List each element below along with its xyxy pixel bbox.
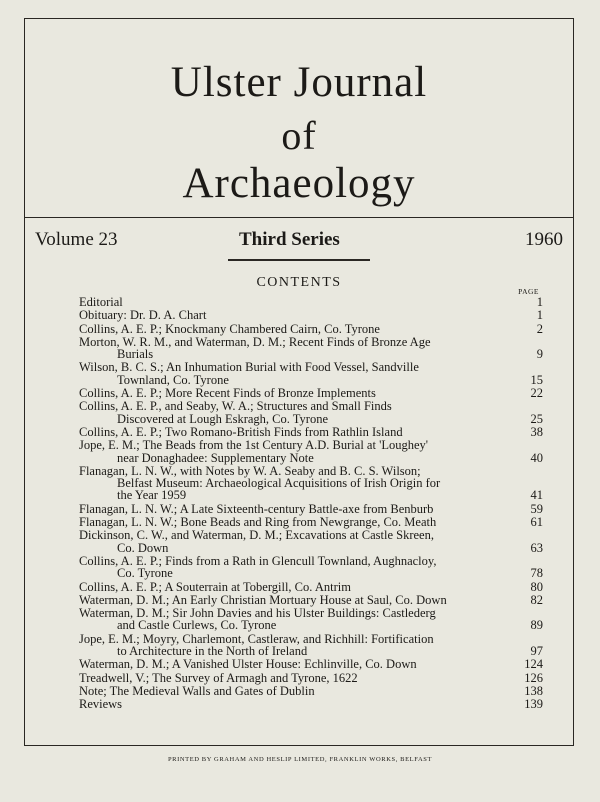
toc-entry-continuation: the Year 1959	[117, 488, 187, 503]
toc-entry-page: 1	[536, 308, 543, 323]
journal-title-line-2: of	[281, 113, 317, 158]
toc-entry-page: 61	[530, 515, 543, 530]
toc-entry-title: Waterman, D. M.; An Early Christian Mortuary House at Saul, Co. Down	[79, 592, 447, 607]
toc-entry-page: 124	[524, 657, 543, 672]
toc-entry-page: 41	[530, 488, 543, 503]
toc-entry-title: Jope, E. M.; Moyry, Charlemont, Castleraw, and Richhill: Fortification	[79, 631, 434, 646]
volume-label: Volume 23	[35, 229, 118, 250]
toc-entry-title: Flanagan, L. N. W.; A Late Sixteenth-century Battle-axe from Benburb	[79, 501, 434, 516]
toc-entry-page: 126	[524, 670, 543, 685]
toc-entry-continuation: Co. Down	[117, 540, 169, 555]
toc-entry-title: Collins, A. E. P.; Finds from a Rath in Glencull Townland, Aughnacloy,	[79, 553, 437, 568]
toc-entry	[79, 698, 543, 710]
toc-entry	[79, 387, 543, 399]
journal-title-line-1: Ulster Journal	[170, 59, 428, 106]
toc-entry-title: Collins, A. E. P., and Seaby, W. A.; Structures and Small Finds	[79, 399, 392, 414]
toc-entry-title: Collins, A. E. P.; Knockmany Chambered Cairn, Co. Tyrone	[79, 321, 380, 336]
table-of-contents	[79, 296, 543, 712]
toc-entry	[79, 581, 543, 593]
year-label: 1960	[525, 229, 563, 250]
toc-entry-page: 59	[530, 501, 543, 516]
toc-entry-title: Flanagan, L. N. W.; Bone Beads and Ring from Newgrange, Co. Meath	[79, 515, 437, 530]
toc-entry-page: 139	[524, 697, 543, 712]
toc-entry-continuation: Townland, Co. Tyrone	[117, 372, 229, 387]
toc-entry-page: 22	[530, 386, 543, 401]
toc-entry	[79, 439, 543, 464]
toc-entry-title: Note; The Medieval Walls and Gates of Dublin	[79, 683, 315, 698]
toc-entry-page: 1	[536, 295, 543, 309]
toc-entry-page: 25	[530, 411, 543, 426]
toc-entry	[79, 426, 543, 438]
toc-entry	[79, 594, 543, 606]
toc-entry	[79, 465, 543, 502]
toc-entry	[79, 607, 543, 632]
toc-entry	[79, 633, 543, 658]
page-column-heading: PAGE	[518, 287, 539, 296]
toc-entry	[79, 503, 543, 515]
toc-entry-title: Waterman, D. M.; A Vanished Ulster House: Echlinville, Co. Down	[79, 657, 417, 672]
toc-entry-continuation: to Architecture in the North of Ireland	[117, 644, 308, 659]
toc-entry	[79, 296, 543, 308]
contents-heading: CONTENTS	[256, 275, 342, 290]
toc-entry-title: Treadwell, V.; The Survey of Armagh and Tyrone, 1622	[79, 670, 358, 685]
toc-entry-page: 82	[530, 592, 543, 607]
toc-entry-title: Waterman, D. M.; Sir John Davies and his Ulster Buildings: Castlederg	[79, 606, 436, 621]
toc-entry-title: Collins, A. E. P.; More Recent Finds of Bronze Implements	[79, 386, 376, 401]
toc-entry-continuation: Co. Tyrone	[117, 566, 173, 581]
toc-entry-continuation: Burials	[117, 347, 154, 362]
toc-entry-page: 15	[530, 372, 543, 387]
printer-footer: PRINTED BY GRAHAM AND HESLIP LIMITED, FRANKLIN WORKS, BELFAST	[167, 756, 433, 763]
series-underline	[228, 259, 370, 261]
toc-entry	[79, 361, 543, 386]
toc-entry-page: 78	[530, 566, 543, 581]
toc-entry-continuation: Belfast Museum: Archaeological Acquisitions of Irish Origin for	[117, 476, 441, 491]
toc-entry-title: Collins, A. E. P.; A Souterrain at Tobergill, Co. Antrim	[79, 579, 351, 594]
journal-title-line-3: Archaeology	[182, 160, 416, 207]
toc-entry-title: Obituary: Dr. D. A. Chart	[79, 308, 207, 323]
toc-entry	[79, 672, 543, 684]
toc-entry-page: 9	[536, 347, 543, 362]
toc-entry	[79, 529, 543, 554]
toc-entry	[79, 516, 543, 528]
series-row	[35, 229, 563, 255]
toc-entry-title: Editorial	[79, 295, 123, 309]
toc-entry	[79, 336, 543, 361]
toc-entry	[79, 658, 543, 670]
toc-entry	[79, 555, 543, 580]
toc-entry-page: 80	[530, 579, 543, 594]
toc-entry	[79, 309, 543, 321]
cover-frame	[24, 18, 574, 746]
toc-entry-title: Collins, A. E. P.; Two Romano-British Finds from Rathlin Island	[79, 424, 403, 439]
toc-entry-title: Jope, E. M.; The Beads from the 1st Century A.D. Burial at 'Loughey'	[79, 438, 429, 453]
toc-entry-title: Dickinson, C. W., and Waterman, D. M.; Excavations at Castle Skreen,	[79, 528, 434, 543]
toc-entry	[79, 685, 543, 697]
title-block	[25, 19, 573, 218]
toc-entry-page: 38	[530, 424, 543, 439]
toc-entry-continuation: and Castle Curlews, Co. Tyrone	[117, 618, 277, 633]
toc-entry-page: 89	[530, 618, 543, 633]
toc-entry-page: 2	[536, 321, 543, 336]
toc-entry	[79, 400, 543, 425]
toc-entry-continuation: Discovered at Lough Eskragh, Co. Tyrone	[117, 411, 328, 426]
toc-entry-page: 97	[530, 644, 543, 659]
toc-entry-page: 138	[524, 683, 543, 698]
toc-entry	[79, 323, 543, 335]
toc-entry-continuation: near Donaghadee: Supplementary Note	[117, 450, 314, 465]
toc-entry-title: Flanagan, L. N. W., with Notes by W. A. Seaby and B. C. S. Wilson;	[79, 463, 421, 478]
toc-entry-page: 63	[530, 540, 543, 555]
toc-entry-title: Reviews	[79, 697, 123, 712]
toc-entry-page: 40	[530, 450, 543, 465]
series-label: Third Series	[239, 229, 340, 250]
toc-entry-title: Wilson, B. C. S.; An Inhumation Burial with Food Vessel, Sandville	[79, 360, 419, 375]
toc-entry-title: Morton, W. R. M., and Waterman, D. M.; Recent Finds of Bronze Age	[79, 334, 431, 349]
